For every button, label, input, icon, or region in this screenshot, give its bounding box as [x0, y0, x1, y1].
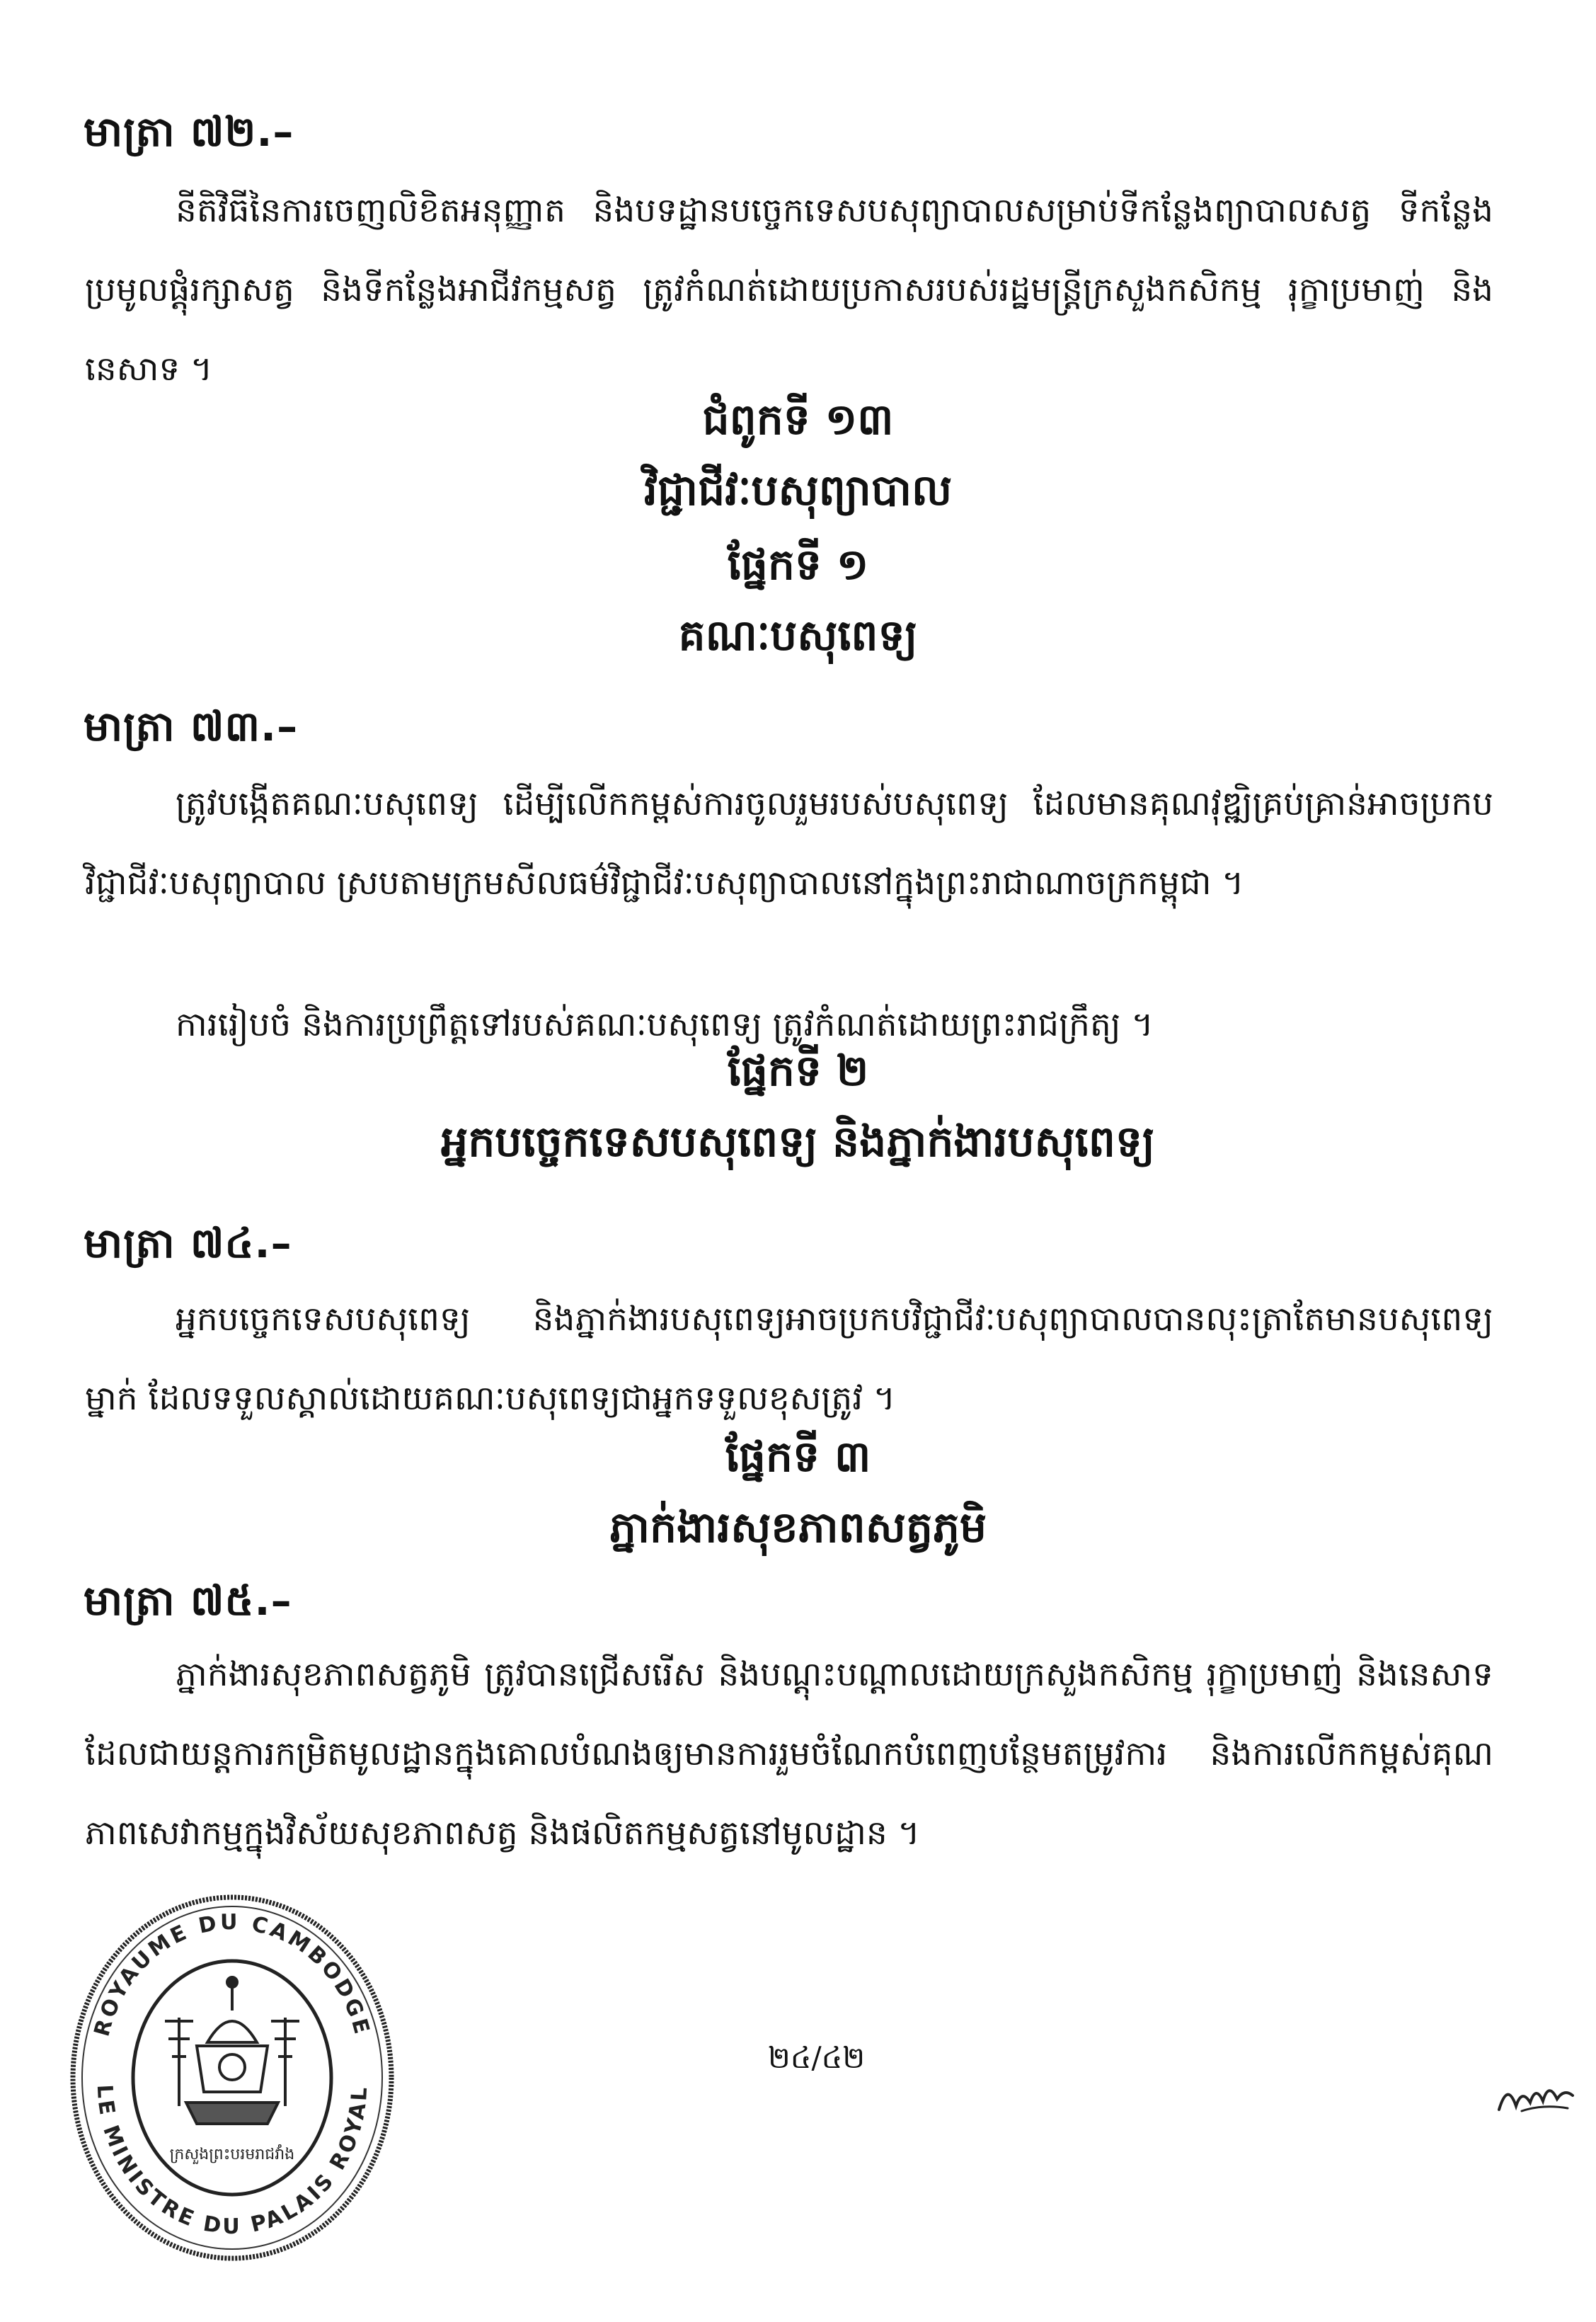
section-3-title: ភ្នាក់ងារសុខភាពសត្វភូមិ [609, 1503, 987, 1552]
article-72-text: នីតិវិធីនៃការចេញលិខិតអនុញ្ញាត និងបទដ្ឋានបច្ចេកទេសបសុព្យាបាលសម្រាប់ទីកន្លែងព្យាបាលសត្វ ទីកន្លែងប្រមូលផ្តុំរក្សាសត្វ និងទីកន្លែងអាជីវកម្មសត្វ ត្រូវកំណត់ដោយប្រកាសរបស់រដ្ឋមន្ត្រីក្រសួងកសិកម្ម រុក្ខាប្រមាញ់ និងនេសាទ ។ [85, 191, 1493, 389]
signature-icon [1493, 2067, 1578, 2124]
article-75-heading: មាត្រា ៧៥.– [84, 1577, 292, 1625]
article-75-text: ភ្នាក់ងារសុខភាពសត្វភូមិ ត្រូវបានជ្រើសរើស និងបណ្តុះបណ្តាលដោយក្រសួងកសិកម្ម រុក្ខាប្រមាញ់ និងនេសាទ ដែលជាយន្តការកម្រិតមូលដ្ឋានក្នុងគោលបំណងឲ្យមានការរួមចំណែកបំពេញបន្ថែមតម្រូវការ និងការលើកកម្ពស់គុណភាពសេវាកម្មក្នុងវិស័យសុខភាពសត្វ និងផលិតកម្មសត្វនៅមូលដ្ឋាន ។ [85, 1655, 1493, 1853]
article-73-text-1: ត្រូវបង្កើតគណៈបសុពេទ្យ ដើម្បីលើកកម្ពស់ការចូលរួមរបស់បសុពេទ្យ ដែលមានគុណវុឌ្ឍិគ្រប់គ្រាន់អាចប្រកបវិជ្ជាជីវៈបសុព្យាបាល ស្របតាមក្រមសីលធម៌វិជ្ជាជីវៈបសុព្យាបាលនៅក្នុងព្រះរាជាណាចក្រកម្ពុជា ។ [85, 784, 1493, 903]
article-73-heading: មាត្រា ៧៣.– [84, 702, 299, 750]
section-2-title: អ្នកបច្ចេកទេសបសុពេទ្យ និងភ្នាក់ងារបសុពេទ្យ [441, 1117, 1155, 1167]
royal-palace-seal [55, 1880, 409, 2276]
seal-inner-text: ក្រសួងព្រះបរមរាជវាំង [169, 2146, 295, 2163]
handwritten-initials [1493, 2067, 1578, 2124]
article-73-text-2: ការរៀបចំ និងការប្រព្រឹត្តទៅរបស់គណៈបសុពេទ្យ ត្រូវកំណត់ដោយព្រះរាជក្រឹត្យ ។ [176, 1005, 1154, 1044]
section-2-number: ផ្នែកទី ២ [727, 1046, 869, 1096]
section-3-number: ផ្នែកទី ៣ [725, 1432, 871, 1482]
article-74-heading: មាត្រា ៧៤.– [84, 1219, 292, 1267]
section-1-title: គណៈបសុពេទ្យ [678, 611, 918, 660]
chapter-title: វិជ្ជាជីវៈបសុព្យាបាល [643, 466, 953, 515]
seal-top-text: ROYAUME DU CAMBODGE [89, 1909, 375, 2040]
seal-graphic [55, 1880, 409, 2276]
royal-crown-emblem-icon [165, 1977, 299, 2124]
chapter-number: ជំពូកទី ១៣ [702, 395, 894, 445]
article-72-heading: មាត្រា ៧២.– [84, 108, 294, 156]
section-1-number: ផ្នែកទី ១ [727, 540, 869, 590]
article-74-text: អ្នកបច្ចេកទេសបសុពេទ្យ និងភ្នាក់ងារបសុពេទ្យអាចប្រកបវិជ្ជាជីវៈបសុព្យាបាលបានលុះត្រាតែមានបសុពេទ្យម្នាក់ ដែលទទួលស្គាល់ដោយគណៈបសុពេទ្យជាអ្នកទទួលខុសត្រូវ ។ [85, 1300, 1493, 1418]
page-number: ២៤/៤២ [768, 2040, 866, 2075]
seal-bottom-text: LE MINISTRE DU PALAIS ROYAL [91, 2083, 373, 2240]
